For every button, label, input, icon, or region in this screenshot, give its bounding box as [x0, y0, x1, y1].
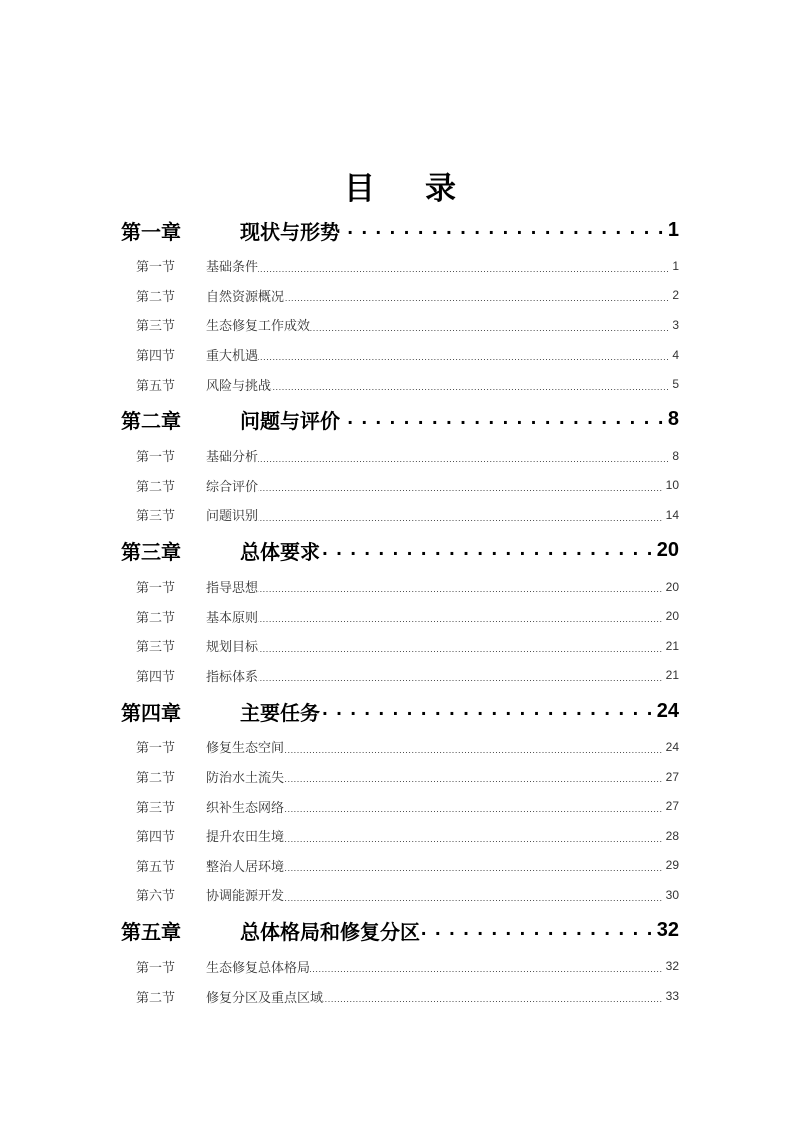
section-label: 第六节	[136, 888, 176, 904]
dot-leader	[340, 408, 665, 432]
toc-chapter-entry[interactable]	[121, 690, 679, 732]
dot-leader	[258, 608, 663, 624]
section-page-number: 10	[665, 478, 679, 493]
toc-chapter-entry[interactable]	[121, 530, 679, 572]
section-title: 基础条件	[206, 259, 259, 275]
section-title: 问题识别	[206, 508, 259, 524]
dot-leader	[258, 258, 669, 274]
toc-chapter-entry[interactable]	[121, 209, 679, 251]
dot-leader	[258, 347, 669, 363]
dot-leader	[310, 959, 663, 975]
dot-leader	[284, 858, 663, 874]
section-title: 修复分区及重点区域	[206, 989, 324, 1005]
toc-section-entry[interactable]	[121, 310, 679, 340]
toc-title	[0, 163, 800, 208]
toc-section-entry[interactable]	[121, 732, 679, 762]
dot-leader	[258, 638, 663, 654]
section-label: 第三节	[136, 318, 176, 334]
toc-section-entry[interactable]	[121, 661, 679, 691]
section-page-number: 3	[672, 317, 679, 332]
section-title: 重大机遇	[206, 348, 259, 364]
section-page-number: 29	[665, 858, 679, 873]
dot-leader	[320, 539, 654, 563]
toc-chapter-entry[interactable]	[121, 910, 679, 952]
section-page-number: 30	[665, 887, 679, 902]
chapter-title: 总体要求	[240, 542, 320, 565]
toc-section-entry[interactable]	[121, 762, 679, 792]
dot-leader	[258, 579, 663, 595]
toc-section-entry[interactable]	[121, 281, 679, 311]
chapter-title: 总体格局和修复分区	[240, 922, 420, 945]
dot-leader	[284, 739, 663, 755]
chapter-page-number: 24	[656, 699, 679, 722]
section-label: 第四节	[136, 668, 176, 684]
section-title: 生态修复工作成效	[206, 318, 311, 334]
toc-section-entry[interactable]	[121, 880, 679, 910]
dot-leader	[320, 699, 654, 723]
chapter-label: 第四章	[121, 702, 181, 725]
chapter-label: 第二章	[121, 411, 181, 434]
toc-section-entry[interactable]	[121, 500, 679, 530]
section-label: 第二节	[136, 770, 176, 786]
toc-section-entry[interactable]	[121, 851, 679, 881]
dot-leader	[310, 317, 669, 333]
section-page-number: 32	[665, 959, 679, 974]
toc-section-entry[interactable]	[121, 981, 679, 1011]
section-label: 第二节	[136, 478, 176, 494]
section-page-number: 28	[665, 828, 679, 843]
section-page-number: 5	[672, 377, 679, 392]
dot-leader	[340, 218, 665, 242]
chapter-title: 现状与形势	[240, 221, 340, 244]
toc-section-entry[interactable]	[121, 369, 679, 399]
section-label: 第一节	[136, 959, 176, 975]
chapter-title: 问题与评价	[240, 411, 340, 434]
section-label: 第三节	[136, 508, 176, 524]
section-label: 第五节	[136, 377, 176, 393]
dot-leader	[323, 988, 663, 1004]
section-title: 基本原则	[206, 609, 259, 625]
section-page-number: 1	[672, 258, 679, 273]
section-label: 第一节	[136, 259, 176, 275]
section-title: 基础分析	[206, 449, 259, 465]
section-page-number: 4	[672, 347, 679, 362]
dot-leader	[284, 798, 663, 814]
section-title: 防治水土流失	[206, 770, 285, 786]
toc-section-entry[interactable]	[121, 952, 679, 982]
toc-section-entry[interactable]	[121, 441, 679, 471]
dot-leader	[420, 919, 654, 943]
dot-leader	[258, 448, 669, 464]
section-label: 第二节	[136, 609, 176, 625]
section-page-number: 21	[665, 668, 679, 683]
toc-section-entry[interactable]	[121, 601, 679, 631]
section-label: 第三节	[136, 639, 176, 655]
section-label: 第五节	[136, 858, 176, 874]
chapter-label: 第三章	[121, 542, 181, 565]
section-title: 提升农田生境	[206, 829, 285, 845]
section-label: 第四节	[136, 829, 176, 845]
section-page-number: 20	[665, 579, 679, 594]
section-title: 自然资源概况	[206, 288, 285, 304]
toc-title-char-1: 目	[344, 171, 375, 206]
section-page-number: 8	[672, 448, 679, 463]
dot-leader	[258, 478, 663, 494]
section-label: 第三节	[136, 799, 176, 815]
section-label: 第一节	[136, 580, 176, 596]
dot-leader	[271, 376, 669, 392]
section-title: 综合评价	[206, 478, 259, 494]
toc-section-entry[interactable]	[121, 572, 679, 602]
section-title: 修复生态空间	[206, 740, 285, 756]
section-title: 协调能源开发	[206, 888, 285, 904]
toc-section-entry[interactable]	[121, 821, 679, 851]
section-page-number: 27	[665, 769, 679, 784]
section-label: 第二节	[136, 288, 176, 304]
section-title: 风险与挑战	[206, 377, 272, 393]
chapter-page-number: 32	[656, 919, 679, 942]
section-page-number: 2	[672, 288, 679, 303]
dot-leader	[284, 887, 663, 903]
section-title: 整治人居环境	[206, 858, 285, 874]
section-page-number: 14	[665, 507, 679, 522]
toc-section-entry[interactable]	[121, 340, 679, 370]
chapter-label: 第五章	[121, 922, 181, 945]
section-title: 生态修复总体格局	[206, 959, 311, 975]
dot-leader	[284, 288, 669, 304]
toc-chapter-entry[interactable]	[121, 399, 679, 441]
section-title: 织补生态网络	[206, 799, 285, 815]
section-label: 第二节	[136, 989, 176, 1005]
dot-leader	[258, 507, 663, 523]
toc-section-entry[interactable]	[121, 631, 679, 661]
toc-section-entry[interactable]	[121, 251, 679, 281]
toc-section-entry[interactable]	[121, 791, 679, 821]
toc-title-char-2: 录	[425, 171, 456, 206]
dot-leader	[284, 769, 663, 785]
section-title: 指标体系	[206, 668, 259, 684]
toc-section-entry[interactable]	[121, 471, 679, 501]
section-page-number: 20	[665, 609, 679, 624]
section-label: 第一节	[136, 740, 176, 756]
section-title: 指导思想	[206, 580, 259, 596]
chapter-page-number: 8	[667, 408, 679, 431]
dot-leader	[258, 668, 663, 684]
chapter-page-number: 20	[656, 539, 679, 562]
section-label: 第四节	[136, 348, 176, 364]
chapter-title: 主要任务	[240, 702, 320, 725]
section-title: 规划目标	[206, 639, 259, 655]
section-page-number: 21	[665, 638, 679, 653]
section-page-number: 33	[665, 989, 679, 1004]
section-label: 第一节	[136, 449, 176, 465]
dot-leader	[284, 828, 663, 844]
chapter-page-number: 1	[667, 218, 679, 241]
table-of-contents	[121, 209, 679, 1011]
chapter-label: 第一章	[121, 221, 181, 244]
section-page-number: 24	[665, 739, 679, 754]
section-page-number: 27	[665, 799, 679, 814]
